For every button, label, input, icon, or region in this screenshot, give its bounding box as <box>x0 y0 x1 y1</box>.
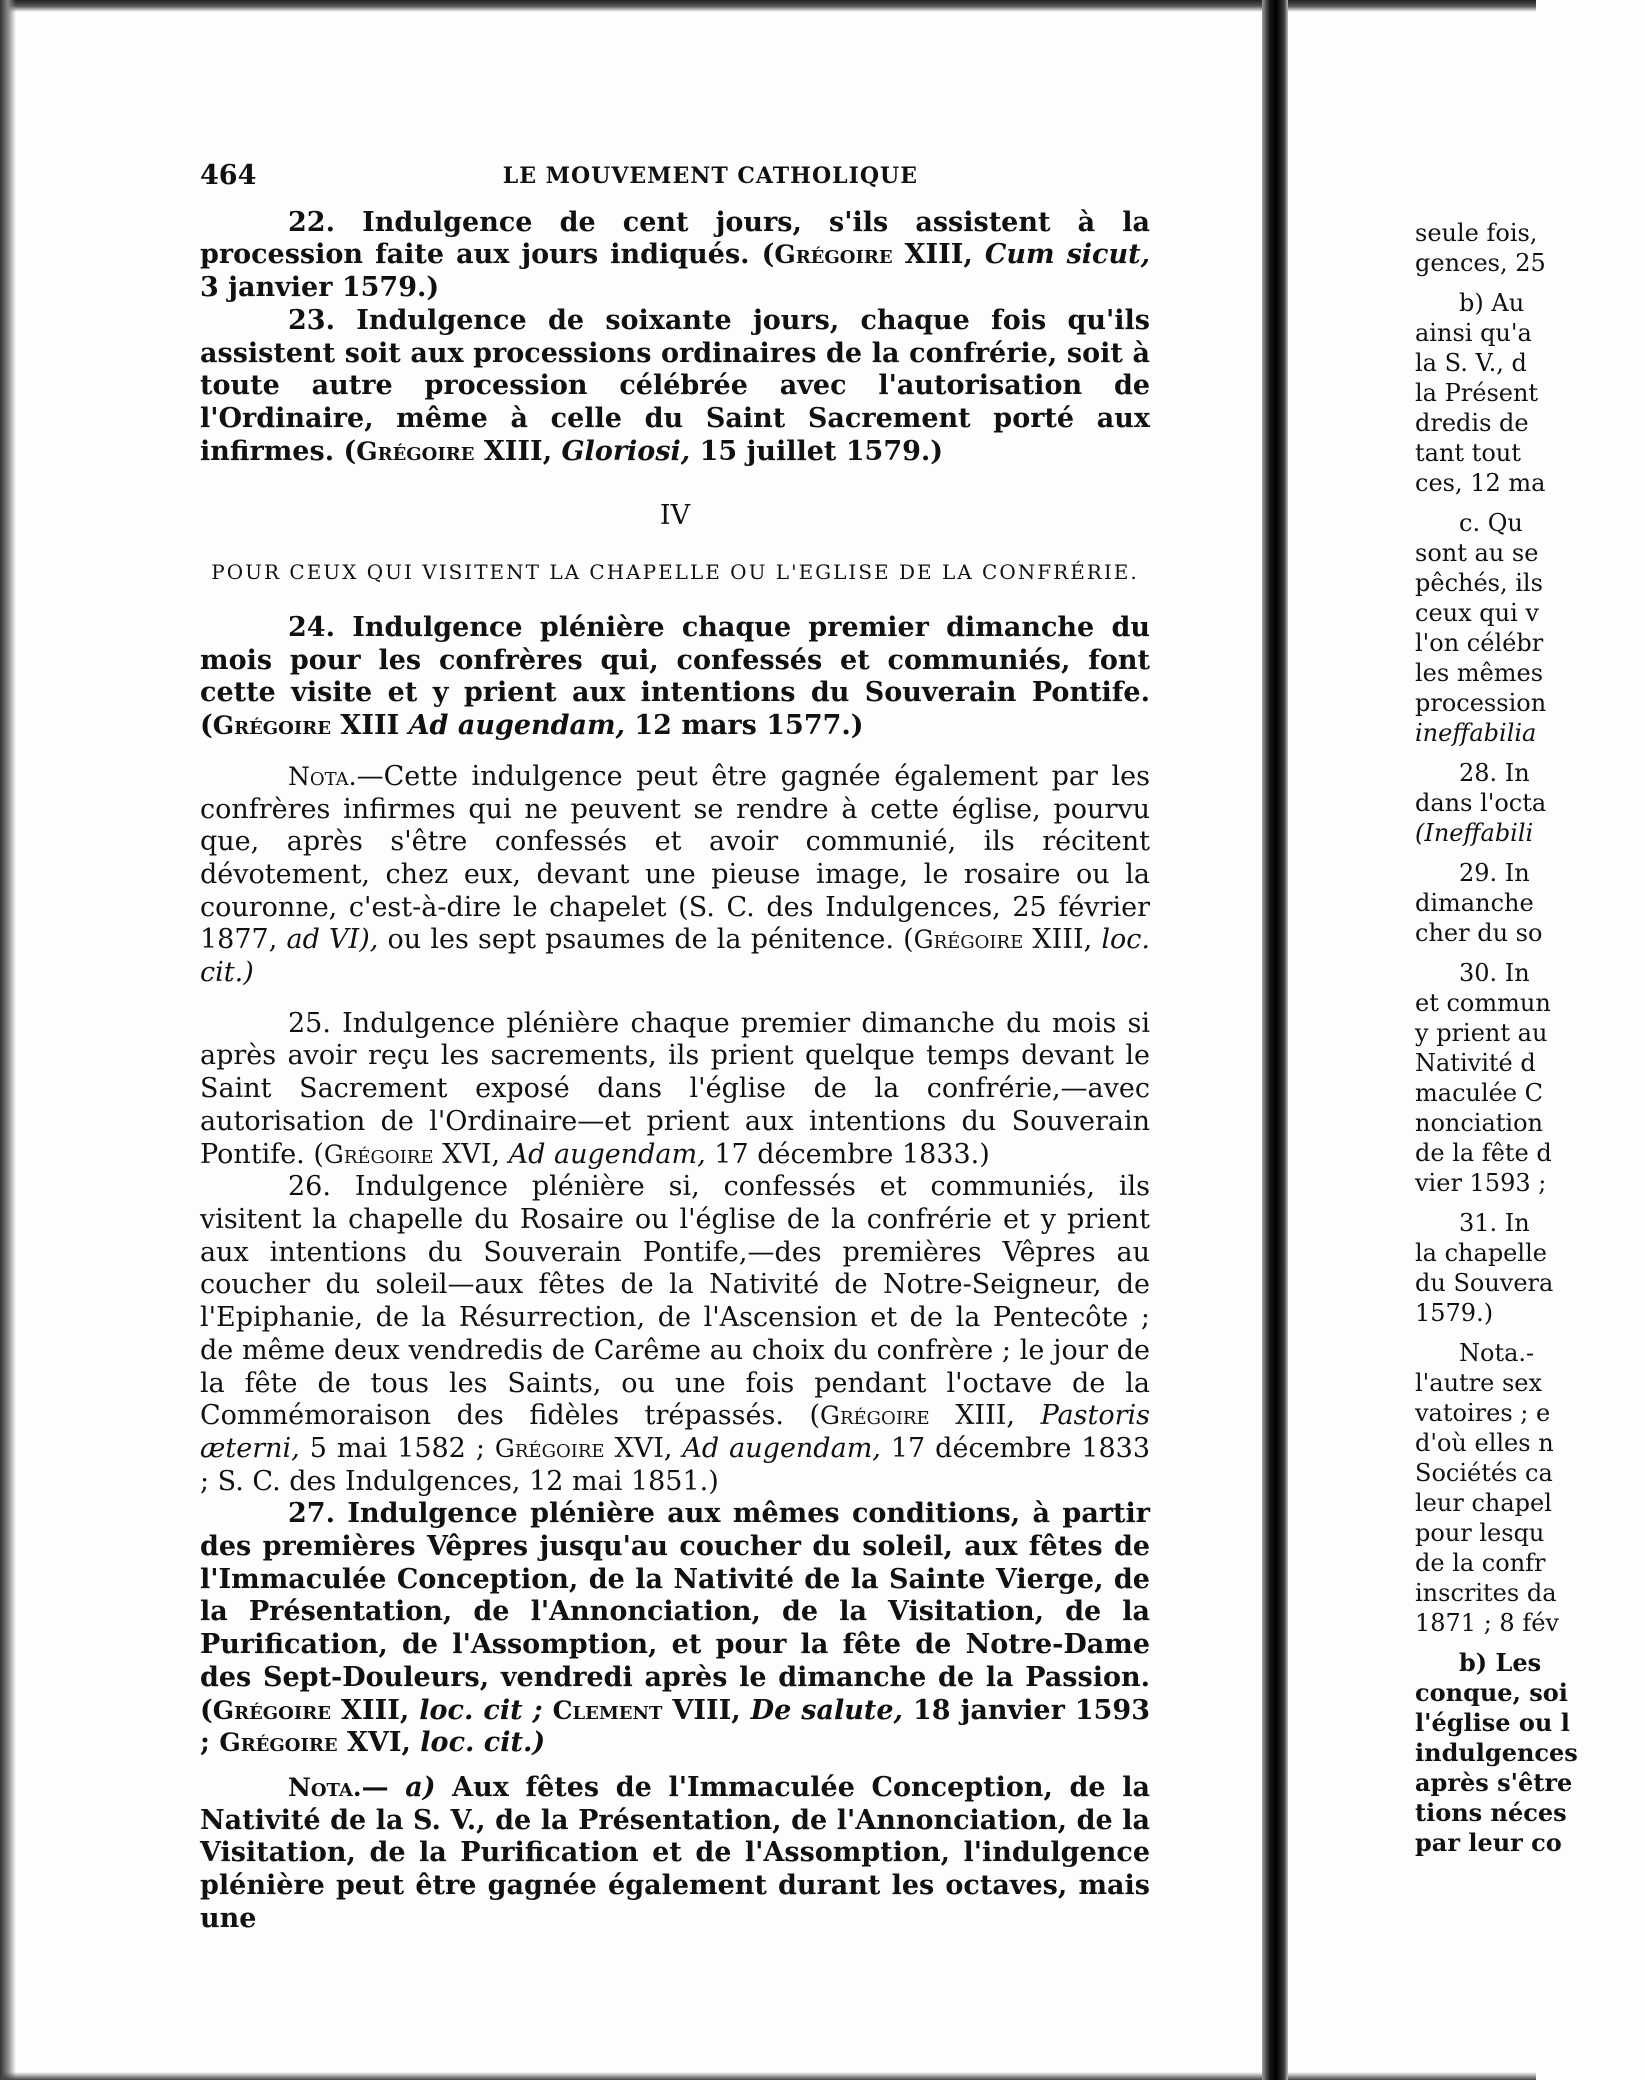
paragraph-22: 22. Indulgence de cent jours, s'ils assistent à la procession faite aux jours indiqués. (Grégoire XIII, Cum sicut, 3 janvier 1579.) <box>200 206 1150 304</box>
right-page-line: sont au se <box>1415 539 1539 567</box>
right-page-line: 29. In <box>1459 859 1530 887</box>
right-page-line: de la fête d <box>1415 1139 1552 1167</box>
right-page-line: maculée C <box>1415 1079 1544 1107</box>
paragraph-24: 24. Indulgence plénière chaque premier dimanche du mois pour les confrères qui, confessés et communiés, font cette visite et y prient aux intentions du Souverain Pontife. (Grégoire XIII Ad augendam, 12 mars 1577.) <box>200 612 1150 742</box>
right-page-line: l'autre sex <box>1415 1369 1543 1397</box>
right-page-line: Nota.- <box>1459 1339 1535 1367</box>
paragraph-25: 25. Indulgence plénière chaque premier dimanche du mois si après avoir reçu les sacrements, ils prient quelque temps devant le Saint Sacrement exposé dans l'église de la confrérie,—avec autorisation de l'Ordinaire—et prient aux intentions du Souverain Pontife. (Grégoire XVI, Ad augendam, 17 décembre 1833.) <box>200 1007 1150 1170</box>
right-page-line: vatoires ; e <box>1415 1399 1551 1427</box>
right-page-line: ineffabilia <box>1415 719 1537 747</box>
right-page-line: ces, 12 ma <box>1415 469 1546 497</box>
right-page-line: (Ineffabili <box>1415 819 1534 847</box>
running-head-title: LE MOUVEMENT CATHOLIQUE <box>502 163 918 189</box>
right-page-line: et commun <box>1415 989 1551 1017</box>
right-page-line: après s'être <box>1415 1768 1573 1797</box>
right-page-line: ainsi qu'a <box>1415 319 1532 347</box>
scan-left-edge <box>0 0 16 2080</box>
right-page-line: procession <box>1415 689 1547 717</box>
right-page-line: tant tout <box>1415 439 1521 467</box>
right-page-line: la Présent <box>1415 379 1539 407</box>
right-page-line: inscrites da <box>1415 1579 1557 1607</box>
right-page-line: du Souvera <box>1415 1269 1554 1297</box>
right-page-line: par leur co <box>1415 1828 1562 1857</box>
right-page-line: 1871 ; 8 fév <box>1415 1609 1559 1637</box>
line-gap <box>1415 278 1645 288</box>
right-page-line: 30. In <box>1459 959 1530 987</box>
line-gap <box>1415 748 1645 758</box>
right-page-line: l'on célébr <box>1415 629 1544 657</box>
scan-bottom-edge <box>0 2072 1536 2080</box>
right-page-line: la S. V., d <box>1415 349 1527 377</box>
scan-top-edge <box>0 0 1536 12</box>
line-gap <box>1415 848 1645 858</box>
book-gutter <box>1262 0 1288 2080</box>
right-page-line: d'où elles n <box>1415 1429 1554 1457</box>
paragraph-26: 26. Indulgence plénière si, confessés et communiés, ils visitent la chapelle du Rosaire ou l'église de la confrérie et y prient aux intentions du Souverain Pontife,—des premières Vêpres au coucher du soleil—aux fêtes de la Nativité de Notre-Seigneur, de l'Epiphanie, de la Résurrection, de l'Ascension et de la Pentecôte ; de même deux vendredis de Carême au choix du confrère ; le jour de la fête de tous les Saints, ou une fois pendant l'octave de la Commémoraison des fidèles trépassés. (Grégoire XIII, Pastoris æterni, 5 mai 1582 ; Grégoire XVI, Ad augendam, 17 décembre 1833 ; S. C. des Indulgences, 12 mai 1851.) <box>200 1171 1150 1497</box>
right-page-line: dans l'octa <box>1415 789 1547 817</box>
right-page-line: conque, soi <box>1415 1678 1568 1707</box>
right-page-line: de la confr <box>1415 1549 1546 1577</box>
line-gap <box>1415 948 1645 958</box>
right-page-line: Nativité d <box>1415 1049 1536 1077</box>
right-page-line: cher du so <box>1415 919 1543 947</box>
line-gap <box>1415 498 1645 508</box>
right-page-line: la chapelle <box>1415 1239 1547 1267</box>
right-page-line: 31. In <box>1459 1209 1530 1237</box>
right-page-line: leur chapel <box>1415 1489 1552 1517</box>
page-number: 464 <box>200 160 257 191</box>
paragraph-27: 27. Indulgence plénière aux mêmes conditions, à partir des premières Vêpres jusqu'au coucher du soleil, aux fêtes de l'Immaculée Conception, de la Nativité de la Sainte Vierge, de la Présentation, de l'Annonciation, de la Visitation, de la Purification, de l'Assomption, et pour la fête de Notre-Dame des Sept-Douleurs, vendredi après le dimanche de la Passion. (Grégoire XIII, loc. cit ; Clement VIII, De salute, 18 janvier 1593 ; Grégoire XVI, loc. cit.) <box>200 1498 1150 1759</box>
right-page-line: pour lesqu <box>1415 1519 1545 1547</box>
section-title: POUR CEUX QUI VISITENT LA CHAPELLE OU L'EGLISE DE LA CONFRÉRIE. <box>211 560 1139 585</box>
nota-paragraph-2: Nota.— a) Aux fêtes de l'Immaculée Conception, de la Nativité de la S. V., de la Présentation, de l'Annonciation, de la Visitation, de la Purification et de l'Assomption, l'indulgence plénière peut être gagnée également durant les octaves, mais une <box>200 1771 1150 1934</box>
right-page-line: nonciation <box>1415 1109 1544 1137</box>
right-page-fragment <box>1415 218 1645 1858</box>
right-page-line: pêchés, ils <box>1415 569 1543 597</box>
right-page-line: ceux qui v <box>1415 599 1539 627</box>
paragraph-23: 23. Indulgence de soixante jours, chaque fois qu'ils assistent soit aux processions ordinaires de la confrérie, soit à toute autre procession célébrée avec l'autorisation de l'Ordinaire, même à celle du Saint Sacrement porté aux infirmes. (Grégoire XIII, Gloriosi, 15 juillet 1579.) <box>200 304 1150 467</box>
right-page-line: dredis de <box>1415 409 1529 437</box>
right-page-line: seule fois, <box>1415 219 1538 247</box>
right-page-line: indulgences <box>1415 1738 1578 1767</box>
line-gap <box>1415 1328 1645 1338</box>
section-number: IV <box>659 500 691 532</box>
right-page-line: 1579.) <box>1415 1299 1494 1327</box>
right-page-line: 28. In <box>1459 759 1530 787</box>
left-page <box>200 160 1150 1935</box>
right-page-line: y prient au <box>1415 1019 1548 1047</box>
line-gap <box>1415 1638 1645 1648</box>
right-page-line: b) Au <box>1459 289 1525 317</box>
right-page-line: b) Les <box>1459 1648 1542 1677</box>
right-page-line: vier 1593 ; <box>1415 1169 1547 1197</box>
nota-paragraph-1: Nota.—Cette indulgence peut être gagnée également par les confrères infirmes qui ne peuvent se rendre à cette église, pourvu que, après s'être confessés et avoir communié, ils récitent dévotement, chez eux, devant une pieuse image, le rosaire ou la couronne, c'est-à-dire le chapelet (S. C. des Indulgences, 25 février 1877, ad VI), ou les sept psaumes de la pénitence. (Grégoire XIII, loc. cit.) <box>200 760 1150 989</box>
right-page-line: gences, 25 <box>1415 249 1546 277</box>
right-page-line: les mêmes <box>1415 659 1544 687</box>
right-page-line: Sociétés ca <box>1415 1459 1553 1487</box>
right-page-line: tions néces <box>1415 1798 1567 1827</box>
line-gap <box>1415 1198 1645 1208</box>
right-page-line: c. Qu <box>1459 509 1523 537</box>
right-page-line: l'église ou l <box>1415 1708 1570 1737</box>
running-head <box>200 160 1150 193</box>
right-page-line: dimanche <box>1415 889 1534 917</box>
